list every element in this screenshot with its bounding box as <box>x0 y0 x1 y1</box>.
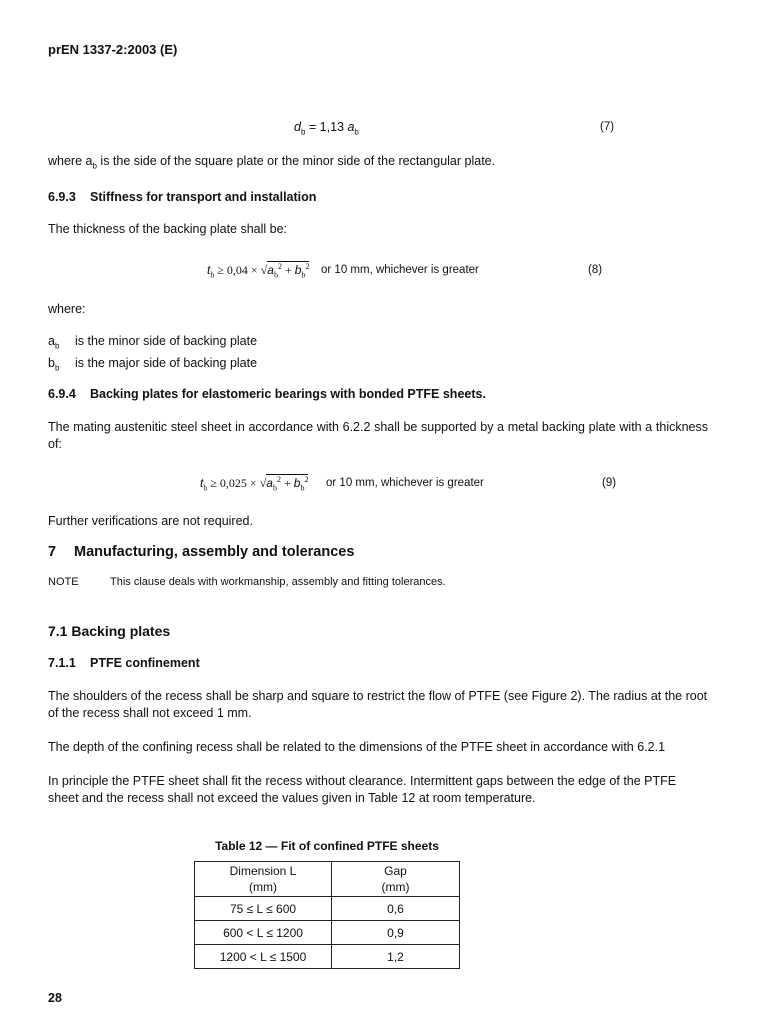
eq9-op: ≥ 0,025 × <box>207 476 260 490</box>
eq7-rhs-var: a <box>347 120 355 134</box>
table-row <box>195 897 460 921</box>
eq9-prefix: t <box>200 476 204 490</box>
equation-9 <box>200 475 308 492</box>
further-text: Further verifications are not required. <box>48 514 253 528</box>
where-plate-text <box>48 153 708 175</box>
equation-8-number: (8) <box>588 264 603 276</box>
section-7-heading <box>48 544 354 560</box>
table-cell: 75 ≤ L ≤ 600 <box>195 897 332 921</box>
note <box>48 576 446 588</box>
equation-9-tail: or 10 mm, whichever is greater <box>326 477 484 489</box>
mating-text: The mating austenitic steel sheet in accordance with 6.2.2 shall be supported by a metal backing plate with a thickness of: <box>48 420 708 451</box>
eq9-prefix-sub: b <box>203 483 208 493</box>
equation-7-number: (7) <box>600 121 615 133</box>
table-row <box>195 945 460 969</box>
section-7-1-1-heading <box>48 656 200 670</box>
eq7-lhs: d <box>294 120 301 134</box>
eq8-op: ≥ 0,04 × <box>214 263 261 277</box>
section-number: 7.1.1 <box>48 656 76 670</box>
equation-9-number: (9) <box>602 477 617 489</box>
eq8-radicand: $a_b^2 + b_b^2$ <box>267 262 310 280</box>
section-title: Stiffness for transport and installation <box>90 190 317 204</box>
section-7-1-heading: 7.1 Backing plates <box>48 623 171 639</box>
table-cell: 600 < L ≤ 1200 <box>195 921 332 945</box>
table-cell: 0,9 <box>332 921 460 945</box>
definition-item: $a_b$ is the minor side of backing plate <box>48 334 258 351</box>
note-label: NOTE <box>48 576 79 588</box>
eq7-rhs-sub: b <box>354 127 359 137</box>
section-6-9-3-heading <box>48 190 316 204</box>
sqrt-icon: √ <box>259 476 267 490</box>
document-id: prEN 1337-2:2003 (E) <box>48 42 178 57</box>
table-row <box>195 921 460 945</box>
definition-item: $b_b$ is the major side of backing plate <box>48 355 258 372</box>
section-number: 7 <box>48 544 57 560</box>
equation-8-tail: or 10 mm, whichever is greater <box>321 264 479 276</box>
where-plate-pre: where a <box>48 154 93 168</box>
equation-7 <box>294 120 359 137</box>
paragraph-depth: The depth of the confining recess shall be related to the dimensions of the PTFE sheet in accordance with 6.2.1 <box>48 740 666 754</box>
eq8-prefix: t <box>207 263 211 277</box>
paragraph-shoulders: The shoulders of the recess shall be sharp and square to restrict the flow of PTFE (see Figure 2). The radius at the root of the recess shall not exceed 1 mm. <box>48 689 708 720</box>
table-cell: 1200 < L ≤ 1500 <box>195 945 332 969</box>
table-12-caption: Table 12 — Fit of confined PTFE sheets <box>215 839 439 853</box>
eq9-radicand: $a_b^2 + b_b^2$ <box>266 475 309 493</box>
section-6-9-4-heading <box>48 387 486 401</box>
table-header-cell: Dimension L (mm) <box>195 862 332 897</box>
table-header-cell: Gap (mm) <box>332 862 460 897</box>
note-text: This clause deals with workmanship, assembly and fitting tolerances. <box>110 576 446 588</box>
section-title: PTFE confinement <box>90 656 200 670</box>
table-header-row <box>195 862 460 897</box>
eq8-prefix-sub: b <box>210 270 215 280</box>
section-title: Backing plates for elastomeric bearings with bonded PTFE sheets. <box>90 387 486 401</box>
sqrt-icon: √ <box>260 263 268 277</box>
section-title: Manufacturing, assembly and tolerances <box>74 544 355 560</box>
table-12 <box>194 861 460 969</box>
definition-list <box>48 333 257 376</box>
where-plate-post: is the side of the square plate or the minor side of the rectangular plate. <box>96 154 496 168</box>
section-number: 6.9.3 <box>48 190 76 204</box>
where-label: where: <box>48 302 86 316</box>
equation-8 <box>207 262 309 279</box>
section-number: 6.9.4 <box>48 387 76 401</box>
eq7-rhs: = 1,13 <box>308 120 348 134</box>
paragraph-principle: In principle the PTFE sheet shall fit the recess without clearance. Intermittent gaps between the edge of the PTFE sheet and the recess shall not exceed the values given in Table 12 at room temperature. <box>48 774 677 805</box>
where-plate-sub: b <box>92 161 97 171</box>
table-cell: 1,2 <box>332 945 460 969</box>
thickness-intro: The thickness of the backing plate shall be: <box>48 222 288 236</box>
eq7-lhs-sub: b <box>300 127 306 137</box>
page-number: 28 <box>48 991 62 1005</box>
table-cell: 0,6 <box>332 897 460 921</box>
